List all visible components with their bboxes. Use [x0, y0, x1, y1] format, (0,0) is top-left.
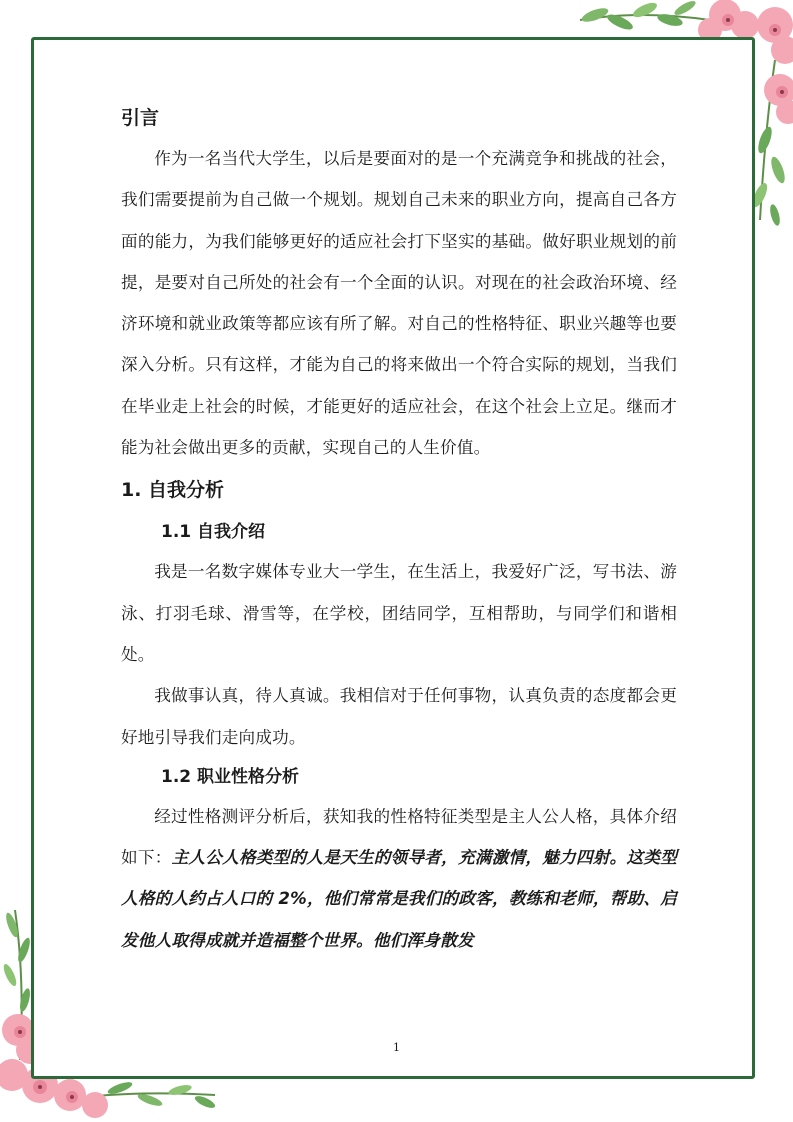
personality-text-plain: 经过性格测评分析后，获知我的性格特征类型是主人公人格，具体介绍如下：	[121, 806, 677, 868]
self-intro-paragraph-2: 我做事认真，待人真诚。我相信对于任何事物，认真负责的态度都会更好地引导我们走向成功。	[121, 686, 677, 747]
section-1-2-heading: 1.2 职业性格分析	[161, 766, 300, 787]
page-number: 1	[393, 1041, 400, 1054]
section-1-1-heading: 1.1 自我介绍	[161, 522, 266, 543]
intro-heading: 引言	[121, 107, 160, 129]
self-intro-paragraph-1: 我是一名数字媒体专业大一学生，在生活上，我爱好广泛，写书法、游泳、打羽毛球、滑雪等，在学校，团结同学，互相帮助，与同学们和谐相处。	[121, 562, 677, 664]
personality-text-emphasis: 主人公人格类型的人是天生的领导者，充满激情，魅力四射。这类型人格的人约占人口的 2%，他们常常是我们的政客，教练和老师，帮助、启发他人取得成就并造福整个世界。他们浑身散发	[121, 848, 678, 950]
section-1-heading: 1. 自我分析	[121, 479, 225, 502]
document-body	[121, 98, 677, 961]
intro-paragraph: 作为一名当代大学生，以后是要面对的是一个充满竞争和挑战的社会，我们需要提前为自己做一个规划。规划自己未来的职业方向，提高自己各方面的能力，为我们能够更好的适应社会打下坚实的基础。做好职业规划的前提，是要对自己所处的社会有一个全面的认识。对现在的社会政治环境、经济环境和就业政策等都应该有所了解。对自己的性格特征、职业兴趣等也要深入分析。只有这样，才能为自己的将来做出一个符合实际的规划，当我们在毕业走上社会的时候，才能更好的适应社会，在这个社会上立足。继而才能为社会做出更多的贡献，实现自己的人生价值。	[121, 149, 677, 458]
personality-paragraph	[121, 796, 677, 961]
